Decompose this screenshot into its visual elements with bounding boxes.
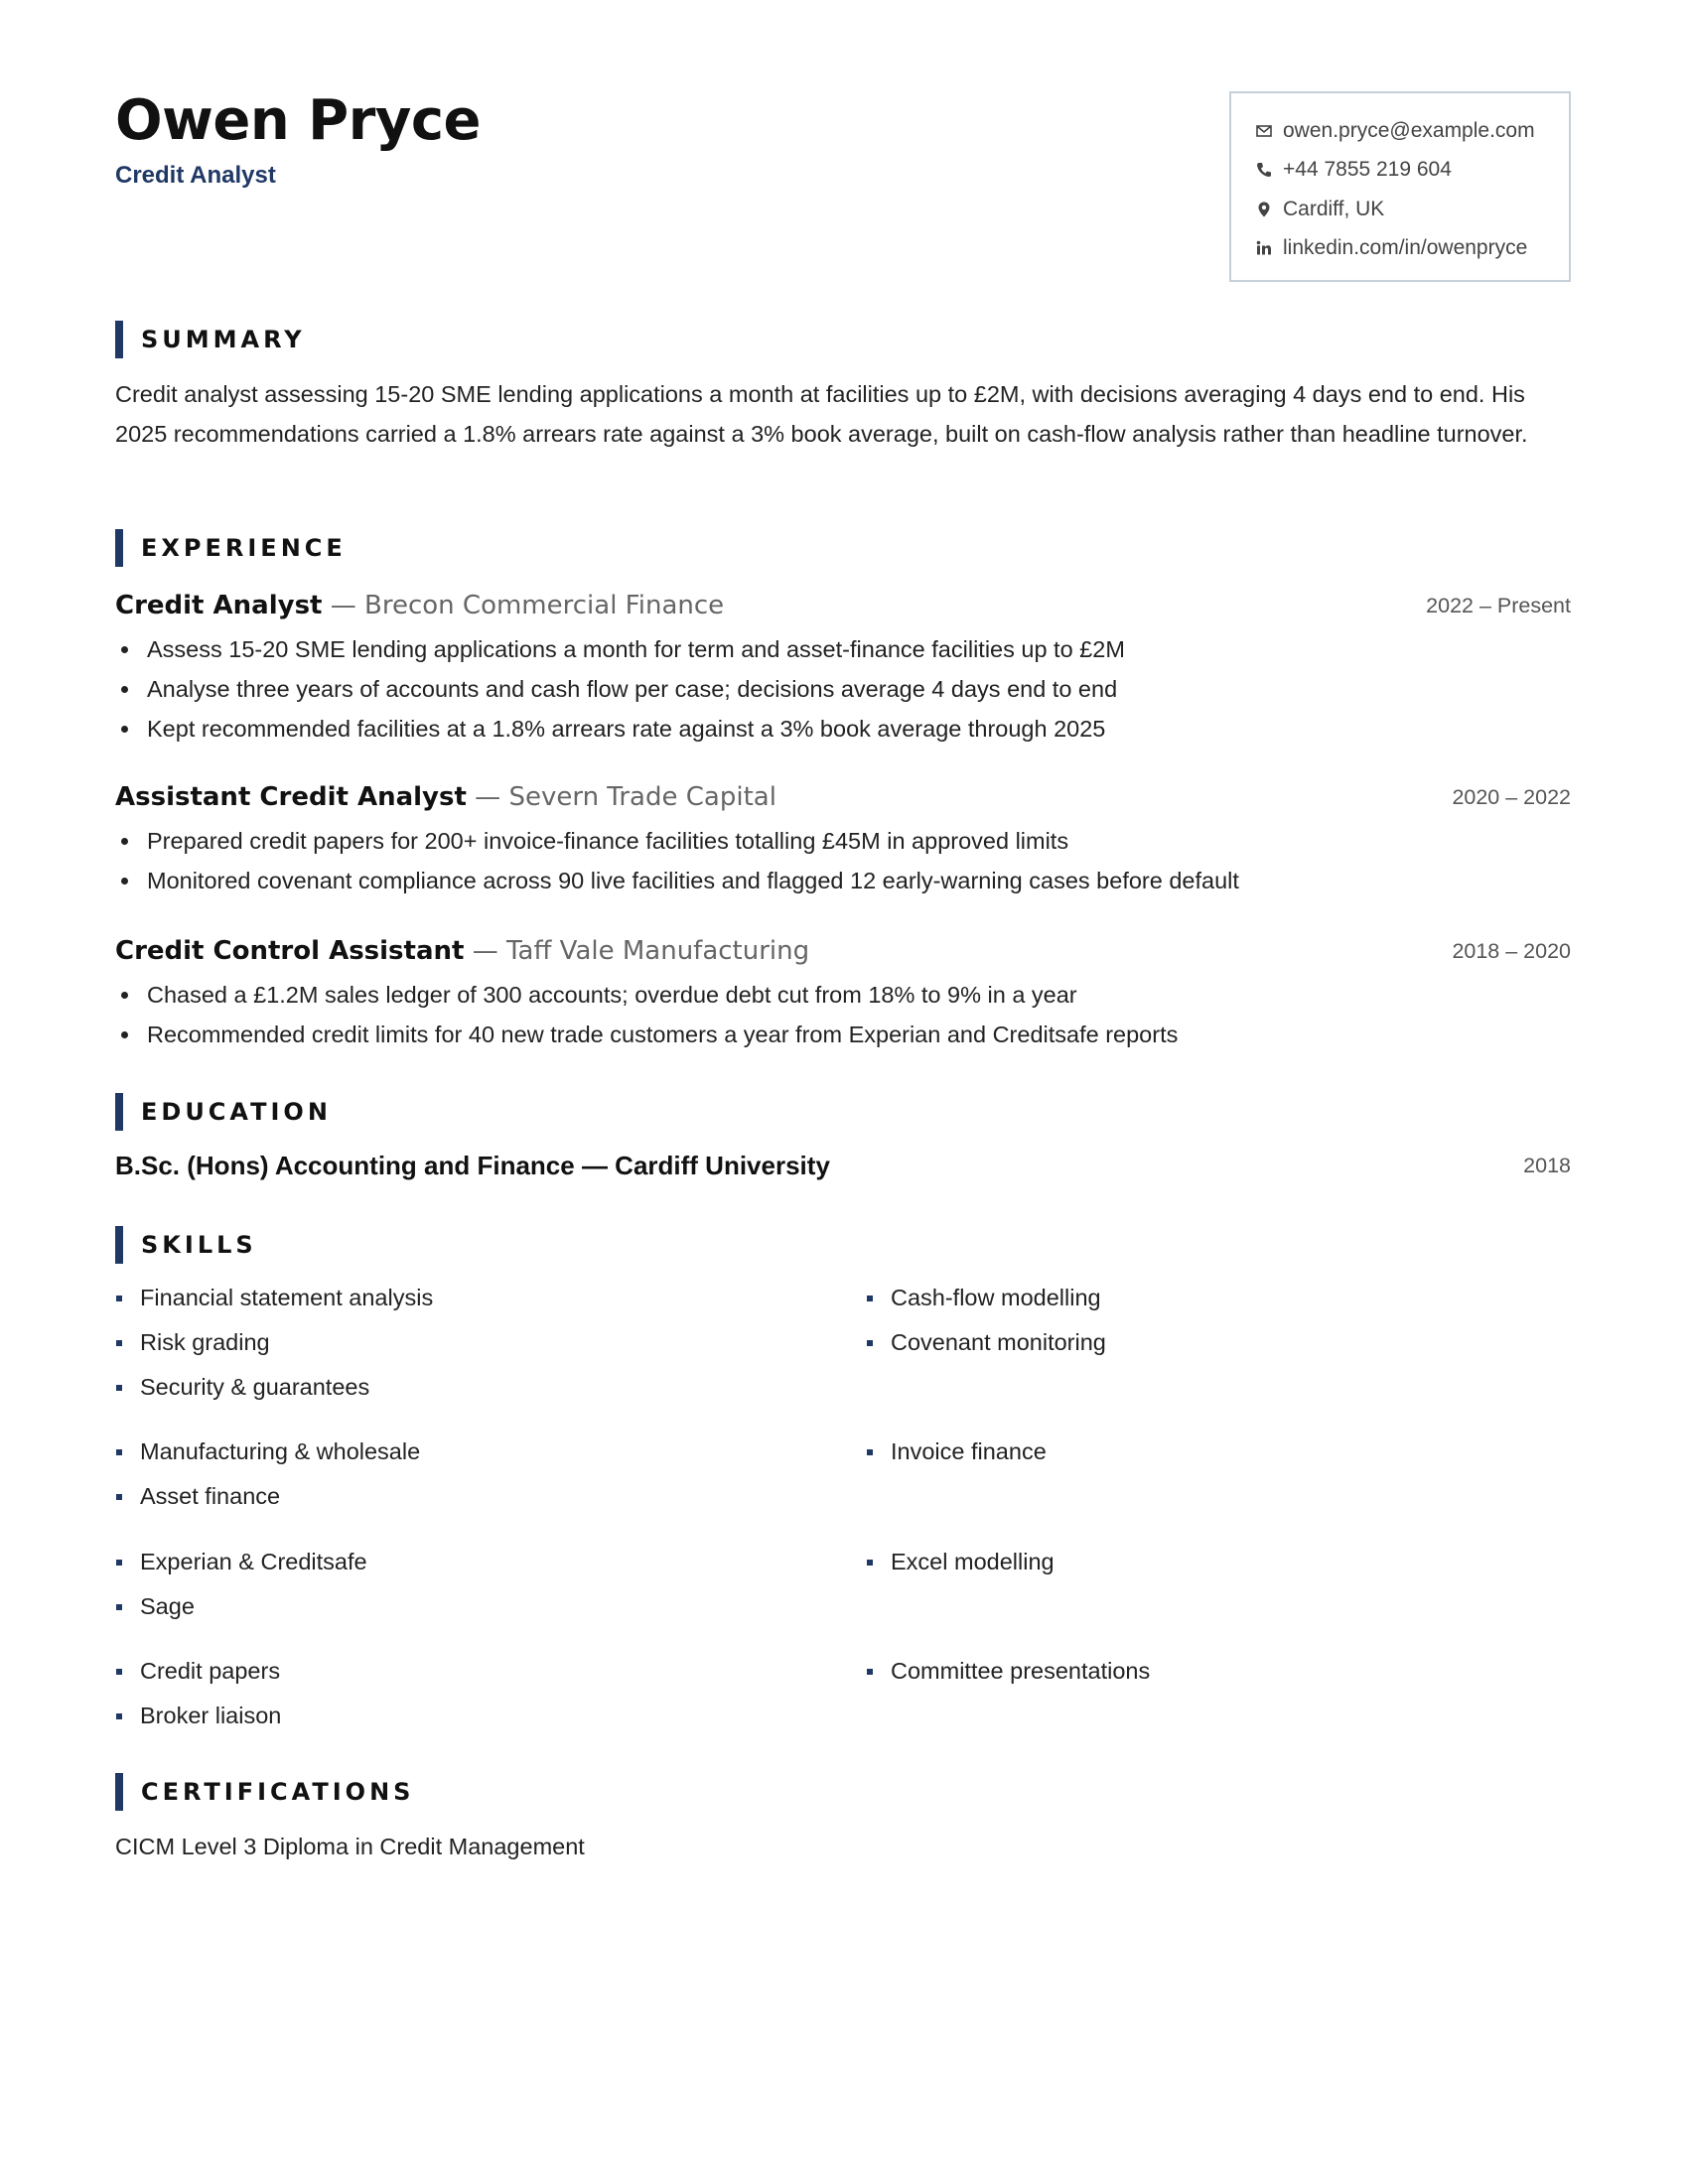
bullet-dot xyxy=(121,686,128,693)
skill-item xyxy=(115,1649,281,1694)
job-bullet-text: Kept recommended facilities at a 1.8% arrears rate against a 3% book average through 2025 xyxy=(147,716,1106,742)
skill-column-left xyxy=(115,1276,433,1410)
job-header xyxy=(115,931,1571,971)
skill-bullet xyxy=(116,1385,122,1391)
skill-bullet xyxy=(116,1560,122,1566)
job-header xyxy=(115,586,1571,625)
skill-column-left xyxy=(115,1649,281,1738)
job-entry xyxy=(115,931,1571,1054)
education-entry xyxy=(115,1146,1571,1185)
job-bullet-text: Chased a £1.2M sales ledger of 300 accounts; overdue debt cut from 18% to 9% in a year xyxy=(147,982,1077,1008)
skill-column-right xyxy=(866,1276,1106,1365)
job-bullet xyxy=(115,821,1571,861)
job-dates: 2018 – 2020 xyxy=(1452,939,1571,963)
contact-email[interactable] xyxy=(1255,111,1569,151)
bullet-dot xyxy=(121,838,128,845)
job-bullets xyxy=(115,821,1571,900)
skill-text: Broker liaison xyxy=(140,1703,282,1728)
contact-location xyxy=(1255,190,1569,229)
section-title: CERTIFICATIONS xyxy=(141,1778,415,1806)
phone-icon xyxy=(1255,161,1273,179)
summary-heading xyxy=(115,321,306,358)
skill-item xyxy=(866,1276,1106,1320)
skill-item xyxy=(866,1649,1150,1694)
skill-item xyxy=(115,1584,367,1629)
job-bullets xyxy=(115,629,1571,749)
skill-bullet xyxy=(116,1494,122,1500)
section-title: EXPERIENCE xyxy=(141,534,347,562)
skill-text: Manufacturing & wholesale xyxy=(140,1438,421,1464)
linkedin-icon xyxy=(1255,239,1273,257)
job-entry xyxy=(115,586,1571,749)
section-accent-bar xyxy=(115,529,123,567)
skill-item xyxy=(866,1320,1106,1365)
job-bullet-text: Prepared credit papers for 200+ invoice-finance facilities totalling £45M in approved limits xyxy=(147,828,1069,854)
job-bullet-text: Monitored covenant compliance across 90 live facilities and flagged 12 early-warning cases before default xyxy=(147,868,1239,893)
skill-item xyxy=(115,1276,433,1320)
contact-phone-text: +44 7855 219 604 xyxy=(1283,158,1452,182)
skill-text: Asset finance xyxy=(140,1483,281,1509)
skill-item xyxy=(115,1320,433,1365)
skill-item xyxy=(115,1694,281,1738)
bullet-dot xyxy=(121,726,128,733)
job-company: — Taff Vale Manufacturing xyxy=(464,936,810,966)
skill-bullet xyxy=(116,1296,122,1301)
skill-text: Cash-flow modelling xyxy=(891,1285,1101,1310)
contact-linkedin-text: linkedin.com/in/owenpryce xyxy=(1283,236,1528,260)
mail-icon xyxy=(1255,122,1273,140)
skill-text: Committee presentations xyxy=(891,1658,1151,1684)
candidate-name: Owen Pryce xyxy=(115,88,482,153)
skill-text: Security & guarantees xyxy=(140,1374,370,1400)
job-bullet xyxy=(115,975,1571,1015)
skill-text: Excel modelling xyxy=(891,1549,1055,1574)
skill-item xyxy=(115,1365,433,1410)
job-dates: 2022 – Present xyxy=(1426,594,1571,617)
job-company: — Brecon Commercial Finance xyxy=(322,591,725,620)
job-bullet xyxy=(115,861,1571,900)
bullet-dot xyxy=(121,878,128,885)
job-title: Credit Control Assistant xyxy=(115,936,465,966)
skill-item xyxy=(866,1540,1055,1584)
skill-text: Risk grading xyxy=(140,1329,270,1355)
skill-column-right xyxy=(866,1649,1150,1694)
contact-location-text: Cardiff, UK xyxy=(1283,197,1385,220)
job-title: Assistant Credit Analyst xyxy=(115,782,467,812)
contact-email-text: owen.pryce@example.com xyxy=(1283,118,1535,142)
section-title: SKILLS xyxy=(141,1231,257,1259)
location-pin-icon xyxy=(1255,201,1273,218)
job-bullet xyxy=(115,669,1571,709)
bullet-dot xyxy=(121,992,128,999)
education-heading xyxy=(115,1093,332,1131)
skill-bullet xyxy=(116,1713,122,1719)
skill-bullet xyxy=(867,1296,873,1301)
job-bullet xyxy=(115,1015,1571,1054)
skill-item xyxy=(866,1430,1047,1474)
skill-bullet xyxy=(116,1340,122,1346)
bullet-dot xyxy=(121,646,128,653)
skill-bullet xyxy=(116,1604,122,1610)
skill-bullet xyxy=(867,1669,873,1675)
job-bullet xyxy=(115,629,1571,669)
education-year: 2018 xyxy=(1523,1154,1571,1177)
skill-column-right xyxy=(866,1540,1055,1584)
skill-bullet xyxy=(867,1560,873,1566)
skill-text: Experian & Creditsafe xyxy=(140,1549,367,1574)
skill-text: Covenant monitoring xyxy=(891,1329,1106,1355)
skill-bullet xyxy=(116,1449,122,1455)
section-accent-bar xyxy=(115,321,123,358)
contact-linkedin[interactable] xyxy=(1255,229,1569,269)
job-bullets xyxy=(115,975,1571,1054)
job-company: — Severn Trade Capital xyxy=(466,782,776,812)
skill-text: Invoice finance xyxy=(891,1438,1047,1464)
skill-item xyxy=(115,1430,420,1474)
section-title: EDUCATION xyxy=(141,1098,332,1126)
contact-phone[interactable] xyxy=(1255,151,1569,191)
summary-text: Credit analyst assessing 15-20 SME lending applications a month at facilities up to £2M, with decisions averaging 4 days end to end. His 2025 recommendations carried a 1.8% arrears rate against a 3% book average, built on cash-flow analysis rather than headline turnover. xyxy=(115,381,1528,447)
skill-text: Credit papers xyxy=(140,1658,281,1684)
job-dates: 2020 – 2022 xyxy=(1452,785,1571,809)
job-entry xyxy=(115,777,1571,900)
candidate-role: Credit Analyst xyxy=(115,162,276,189)
skill-column-right xyxy=(866,1430,1047,1474)
skill-bullet xyxy=(116,1669,122,1675)
section-accent-bar xyxy=(115,1773,123,1811)
section-title: SUMMARY xyxy=(141,326,306,353)
contact-box xyxy=(1229,91,1571,282)
certifications-heading xyxy=(115,1773,414,1811)
job-bullet-text: Recommended credit limits for 40 new trade customers a year from Experian and Creditsafe reports xyxy=(147,1022,1179,1047)
skill-column-left xyxy=(115,1430,420,1519)
certification-item: CICM Level 3 Diploma in Credit Management xyxy=(115,1834,585,1859)
skill-text: Sage xyxy=(140,1593,195,1619)
job-bullet-text: Assess 15-20 SME lending applications a month for term and asset-finance facilities up to £2M xyxy=(147,636,1125,662)
job-bullet-text: Analyse three years of accounts and cash flow per case; decisions average 4 days end to end xyxy=(147,676,1118,702)
bullet-dot xyxy=(121,1031,128,1038)
skill-bullet xyxy=(867,1449,873,1455)
education-degree: B.Sc. (Hons) Accounting and Finance — Cardiff University xyxy=(115,1151,830,1180)
skill-bullet xyxy=(867,1340,873,1346)
skills-heading xyxy=(115,1226,257,1264)
experience-heading xyxy=(115,529,347,567)
skill-text: Financial statement analysis xyxy=(140,1285,434,1310)
job-title: Credit Analyst xyxy=(115,591,323,620)
job-header xyxy=(115,777,1571,817)
skill-item xyxy=(115,1540,367,1584)
skill-column-left xyxy=(115,1540,367,1629)
section-accent-bar xyxy=(115,1226,123,1264)
job-bullet xyxy=(115,709,1571,749)
skill-item xyxy=(115,1474,420,1519)
section-accent-bar xyxy=(115,1093,123,1131)
